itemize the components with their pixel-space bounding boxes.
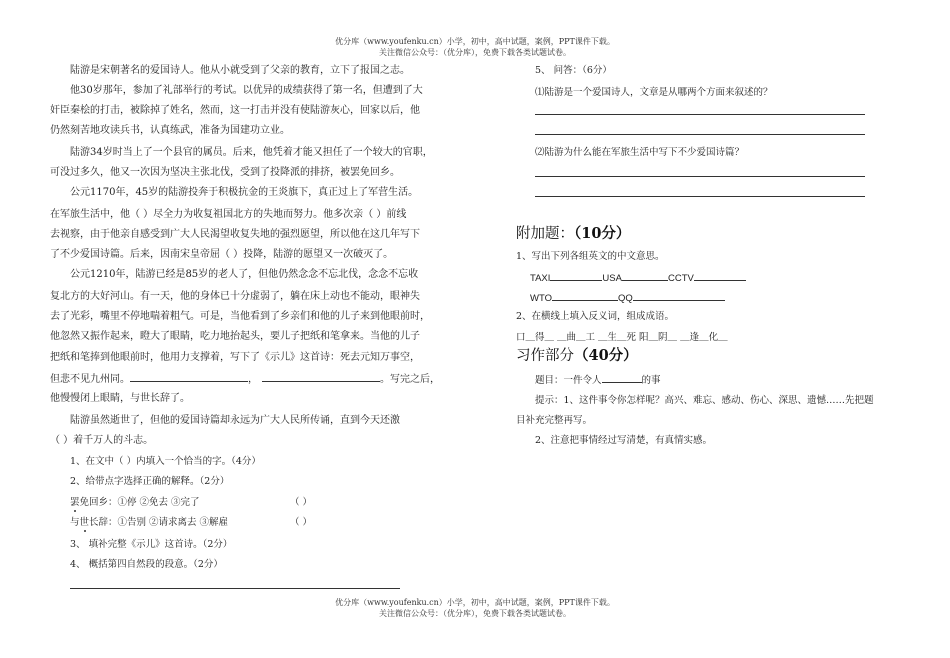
english-row-1 [530,271,746,285]
blank-qq[interactable] [633,291,725,301]
answer-paren-2b[interactable]: （ ） [290,517,313,528]
emphasis-dot [84,530,86,532]
label-qq: QQ [618,293,633,304]
passage-line: 他忽然又振作起来，瞪大了眼睛，吃力地抬起头，要儿子把纸和笔拿来。当他的儿子 [50,331,420,342]
passage-line: 去了光彩，嘴里不停地喘着粗气。可是，当他看到了乡亲们和他的儿子来到他眼前时， [50,311,430,322]
passage-line: 公元1210年，陆游已经是85岁的老人了，但他仍然念念不忘北伐，念念不忘收 [70,269,419,280]
composition-score: （40分） [574,347,638,364]
topic-suffix: 的事 [641,375,661,386]
answer-paren-2a[interactable]: （ ） [290,497,313,508]
passage-line: 在军旅生活中，他（ ）尽全力为收复祖国北方的失地而努力。他多次亲（ ）前线 [50,209,407,220]
idiom-blanks[interactable]: 口＿得＿ ＿曲＿工 ＿生＿死 阳＿阴＿ ＿逢＿化＿ [516,332,728,343]
answer-line-5b-2[interactable] [535,196,865,197]
page-header [0,36,950,58]
passage-line: 可没过多久，他又一次因为坚决主张北伐，受到了投降派的排挤，被罢免回乡。 [50,167,400,178]
composition-tip-2: 2、注意把事情经过写清楚，有真情实感。 [535,435,713,446]
english-row-2 [530,291,725,305]
page-footer [0,597,950,619]
question-3: 3、 填补完整《示儿》这首诗。（2分） [70,539,233,550]
passage-line: 陆游是宋朝著名的爱国诗人。他从小就受到了父亲的教育，立下了报国之志。 [70,65,410,76]
passage-line: 了不少爱国诗篇。后来，因南宋皇帝屈（ ）投降，陆游的愿望又一次破灭了。 [50,249,394,260]
poem-comma: ， [248,374,258,385]
passage-line: 他慢慢闭上眼睛，与世长辞了。 [50,393,190,404]
poem-end: 。写完之后， [380,374,440,385]
question-2: 2、给带点字选择正确的解释。（2分） [70,476,230,487]
footer-line-1: 优分库（www.youfenku.cn）小学，初中，高中试题，案例，PPT课件下载。 [335,598,615,607]
blank-taxi[interactable] [550,271,602,281]
poem-line [50,372,440,386]
blank-cctv[interactable] [694,271,746,281]
composition-title [516,347,638,365]
header-line-1: 优分库（www.youfenku.cn）小学，初中，高中试题，案例，PPT课件下载。 [335,37,615,46]
passage-line: 他30岁那年，参加了礼部举行的考试。以优异的成绩获得了第一名，但遭到了大 [70,85,423,96]
passage-line: 奸臣秦桧的打击，被除掉了姓名，然而，这一打击并没有使陆游灰心，回家以后，他 [50,105,420,116]
topic-prefix: 题目：一件令人 [535,375,602,386]
passage-line: 去视察，由于他亲自感受到广大人民渴望收复失地的强烈愿望，所以他在这几年写下 [50,229,420,240]
bonus-title-text: 附加题： [516,226,574,242]
passage-line: 陆游虽然逝世了，但他的爱国诗篇却永远为广大人民所传诵，直到今天还激 [70,415,400,426]
header-line-2: 关注微信公众号：（优分库），免费下载各类试题试卷。 [379,48,571,57]
composition-title-text: 习作部分 [516,348,574,364]
label-taxi: TAXI [530,273,551,284]
poem-text: 但悲不见九州同。 [50,374,130,385]
question-2a: 罢免回乡：①停 ②免去 ③完了 [70,497,200,508]
topic-blank[interactable] [602,373,642,383]
question-5: 5、 问答：（6分） [535,65,612,76]
emphasis-dot [74,510,76,512]
answer-line-5b-1[interactable] [535,176,865,177]
label-cctv: CCTV [667,273,694,284]
footer-line-2: 关注微信公众号：（优分库），免费下载各类试题试卷。 [379,609,571,618]
passage-line: 复北方的大好河山。有一天，他的身体已十分虚弱了，躺在床上动也不能动，眼神失 [50,291,420,302]
question-4: 4、 概括第四自然段的段意。（2分） [70,559,223,570]
question-1: 1、在文中（ ）内填入一个恰当的字。（4分） [70,456,261,467]
composition-topic [535,373,661,387]
poem-blank-1[interactable] [130,372,248,382]
question-2b: 与世长辞：①告别 ②请求离去 ③解雇 [70,517,229,528]
passage-line: 把纸和笔捧到他眼前时，他用力支撑着，写下了《示儿》这首诗：死去元知万事空， [50,352,420,363]
passage-line: 陆游34岁时当上了一个县官的属员。后来，他凭着才能又担任了一个较大的官职， [70,147,433,158]
question-5a: ⑴陆游是一个爱国诗人，文章是从哪两个方面来叙述的？ [535,87,773,98]
composition-tip-1: 提示：1、这件事令你怎样呢？高兴、难忘、感动、伤心、深思、遗憾……先把题 [535,395,874,406]
question-5b: ⑵陆游为什么能在军旅生活中写下不少爱国诗篇？ [535,147,745,158]
composition-tip-1-cont: 目补充完整再写。 [516,415,593,426]
poem-blank-2[interactable] [262,372,380,382]
passage-line: （ ）着千万人的斗志。 [50,435,154,446]
bonus-question-2: 2、在横线上填入反义词，组成成语。 [516,311,675,322]
bonus-score: （10分） [574,225,631,242]
answer-line-5a-2[interactable] [535,134,865,135]
bonus-title [516,225,630,243]
label-usa: USA [602,273,622,284]
passage-line: 公元1170年，45岁的陆游投奔于积极抗金的王炎旗下，真正过上了军营生活。 [70,187,419,198]
bonus-question-1: 1、写出下列各组英文的中文意思。 [516,251,665,262]
answer-line-q4[interactable] [70,588,400,589]
blank-wto[interactable] [552,291,618,301]
passage-line: 仍然刻苦地攻读兵书，认真练武，准备为国建功立业。 [50,125,290,136]
answer-line-5a-1[interactable] [535,114,865,115]
blank-usa[interactable] [622,271,668,281]
label-wto: WTO [530,293,552,304]
